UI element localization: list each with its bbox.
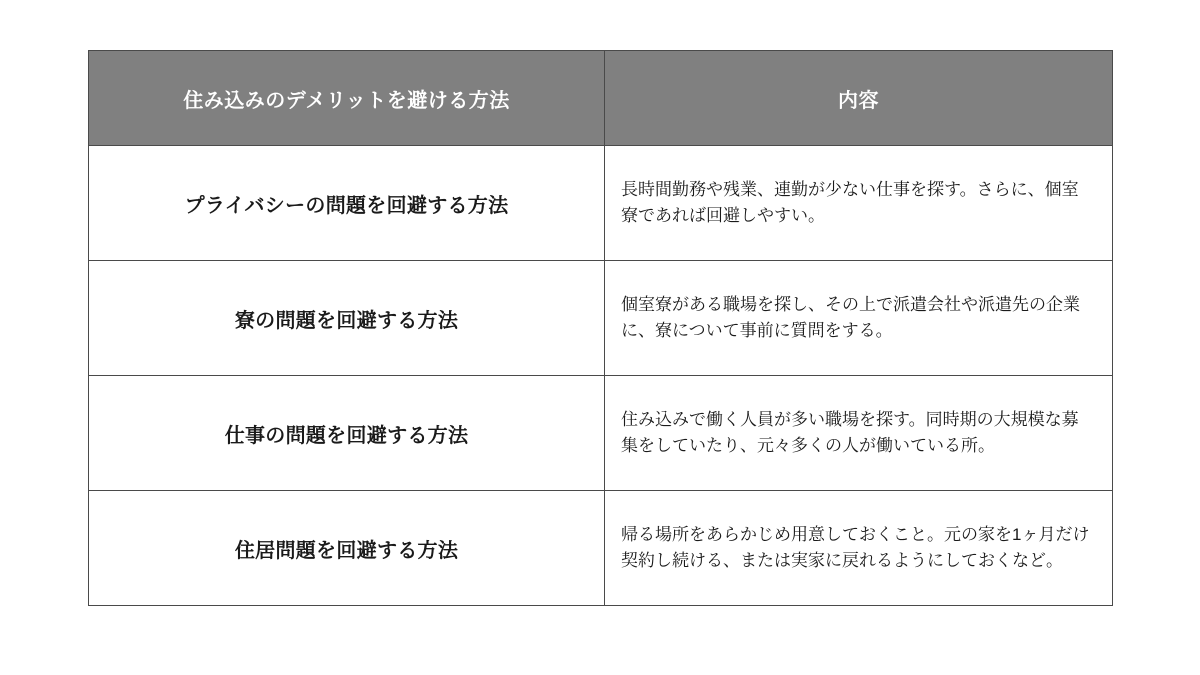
column-header-method: 住み込みのデメリットを避ける方法 [89, 51, 605, 146]
cell-content: 個室寮がある職場を探し、その上で派遣会社や派遣先の企業に、寮について事前に質問をする。 [605, 261, 1113, 376]
cell-method: 仕事の問題を回避する方法 [89, 376, 605, 491]
cell-content: 帰る場所をあらかじめ用意しておくこと。元の家を1ヶ月だけ契約し続ける、または実家に戻れるようにしておくなど。 [605, 491, 1113, 606]
table-header [89, 51, 1113, 146]
table-row [89, 146, 1113, 261]
table-row [89, 491, 1113, 606]
cell-method: 寮の問題を回避する方法 [89, 261, 605, 376]
cell-content: 住み込みで働く人員が多い職場を探す。同時期の大規模な募集をしていたり、元々多くの人が働いている所。 [605, 376, 1113, 491]
table-container [88, 50, 1112, 606]
table-body [89, 146, 1113, 606]
cell-content: 長時間勤務や残業、連勤が少ない仕事を探す。さらに、個室寮であれば回避しやすい。 [605, 146, 1113, 261]
cell-method: プライバシーの問題を回避する方法 [89, 146, 605, 261]
table-row [89, 376, 1113, 491]
table-row [89, 261, 1113, 376]
table-header-row [89, 51, 1113, 146]
column-header-content: 内容 [605, 51, 1113, 146]
cell-method: 住居問題を回避する方法 [89, 491, 605, 606]
info-table [88, 50, 1113, 606]
